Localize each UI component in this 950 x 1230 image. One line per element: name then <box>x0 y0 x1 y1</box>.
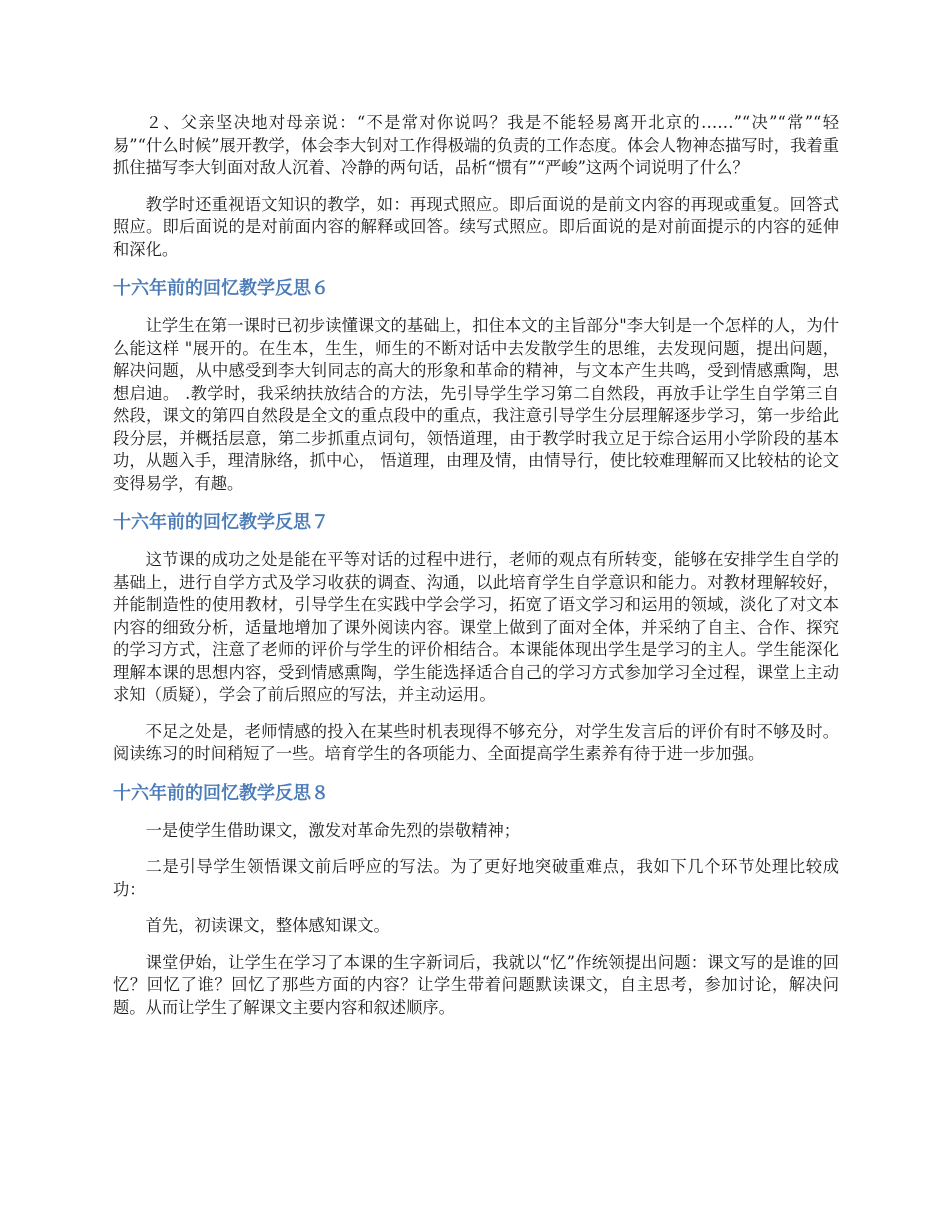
paragraph-3: 让学生在第一课时已初步读懂课文的基础上，扣住本文的主旨部分"李大钊是一个怎样的人，为什么能这样 "展开的。在生本，生生，师生的不断对话中去发散学生的思维，去发现问题，提出问题，解决问题，从中感受到李大钊同志的高大的形象和革命的精神，与文本产生共鸣，受到情感熏陶，思想启迪。 .教学时，我采纳扶放结合的方法，先引导学生学习第二自然段，再放手让学生自学第三自然段，课文的第四自然段是全文的重点段中的重点，我注意引导学生分层理解逐步学习，第一步给此段分层，并概括层意，第二步抓重点词句，领悟道理，由于教学时我立足于综合运用小学阶段的基本功，从题入手，理清脉络，抓中心， 悟道理，由理及情，由情导行，使比较难理解而又比较枯的论文变得易学，有趣。 <box>113 316 839 493</box>
document-page <box>113 0 839 1033</box>
section-heading-7: 十六年前的回忆教学反思７ <box>113 512 329 533</box>
paragraph-2: 教学时还重视语文知识的教学，如：再现式照应。即后面说的是前文内容的再现或重复。回答式照应。即后面说的是对前面内容的解释或回答。续写式照应。即后面说的是对前面提示的内容的延伸和深化。 <box>113 194 839 259</box>
section-heading-6: 十六年前的回忆教学反思６ <box>113 278 329 299</box>
section-heading-8: 十六年前的回忆教学反思８ <box>113 782 329 804</box>
paragraph-7: 二是引导学生领悟课文前后呼应的写法。为了更好地突破重难点，我如下几个环节处理比较成功： <box>113 857 839 899</box>
paragraph-5: 不足之处是，老师情感的投入在某些时机表现得不够充分，对学生发言后的评价有时不够及时。阅读练习的时间稍短了一些。培育学生的各项能力、全面提高学生素养有待于进一步加强。 <box>113 721 839 763</box>
paragraph-4: 这节课的成功之处是能在平等对话的过程中进行，老师的观点有所转变，能够在安排学生自学的基础上，进行自学方式及学习收获的调查、沟通，以此培育学生自学意识和能力。对教材理解较好，并能制造性的使用教材，引导学生在实践中学会学习，拓宽了语文学习和运用的领域，淡化了对文本内容的细致分析，适量地增加了课外阅读内容。课堂上做到了面对全体，并采纳了自主、合作、探究的学习方式，注意了老师的评价与学生的评价相结合。本课能体现出学生是学习的主人。学生能深化理解本课的思想内容，受到情感熏陶，学生能选择适合自己的学习方式参加学习全过程，课堂上主动求知（质疑），学会了前后照应的写法，并主动运用。 <box>113 550 839 704</box>
paragraph-1: ２、父亲坚决地对母亲说：“不是常对你说吗？我是不能轻易离开北京的……”“决”“常”“轻易”“什么时候”展开教学，体会李大钊对工作得极端的负责的工作态度。体会人物神态描写时，我着重抓住描写李大钊面对敌人沉着、冷静的两句话，品析“惯有”“严峻”这两个词说明了什么？ <box>113 113 839 177</box>
paragraph-9: 课堂伊始，让学生在学习了本课的生字新词后，我就以“忆”作统领提出问题：课文写的是谁的回忆？回忆了谁？回忆了那些方面的内容？让学生带着问题默读课文，自主思考，参加讨论，解决问题。从而让学生了解课文主要内容和叙述顺序。 <box>113 952 839 1017</box>
paragraph-6: 一是使学生借助课文，激发对革命先烈的崇敬精神； <box>145 820 521 840</box>
paragraph-8: 首先，初读课文，整体感知课文。 <box>145 916 390 935</box>
